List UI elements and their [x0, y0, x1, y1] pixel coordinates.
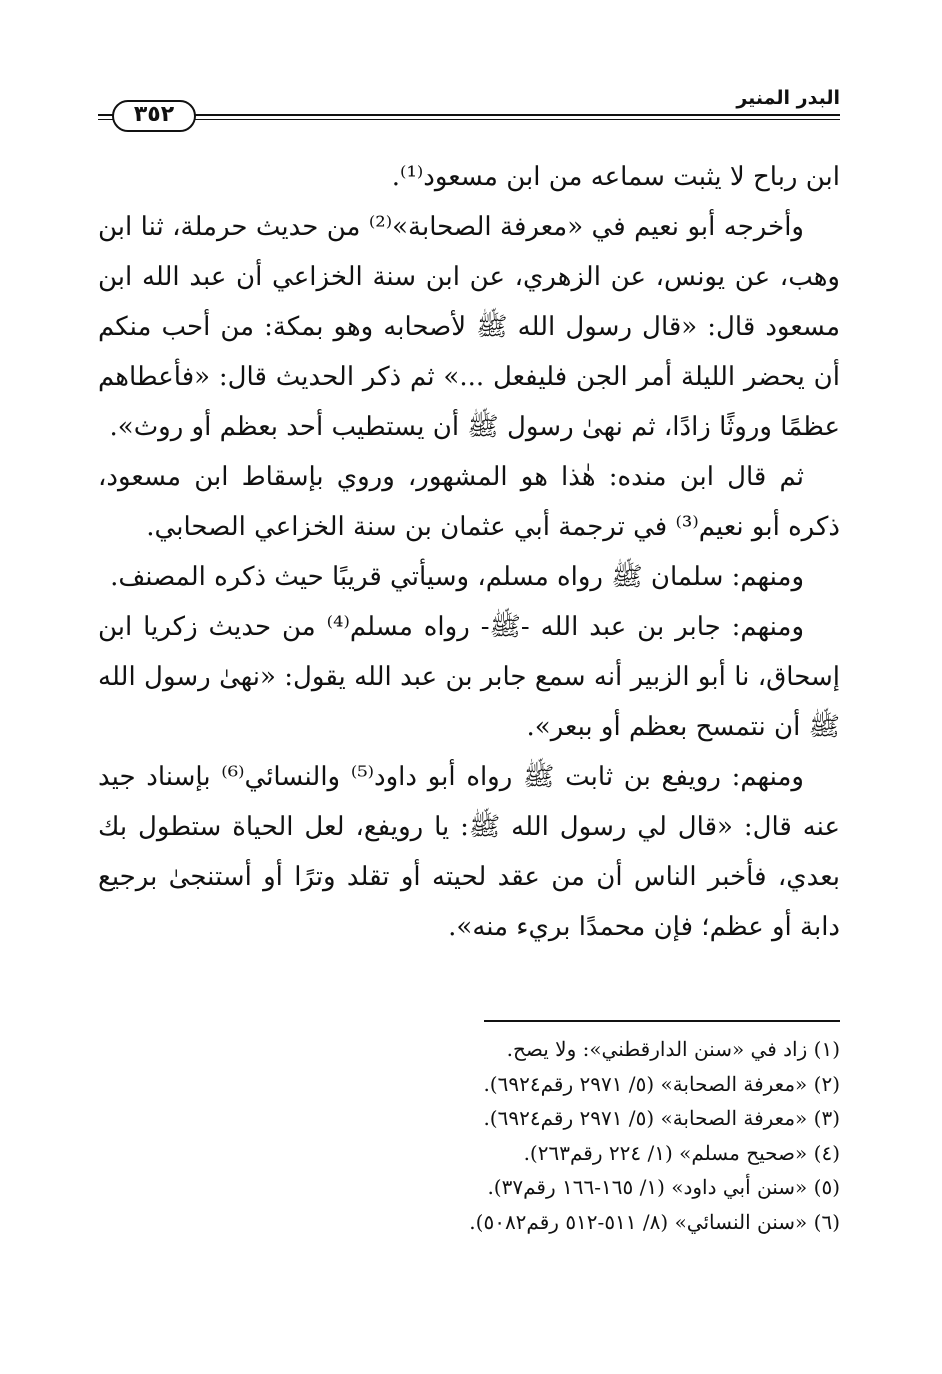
- paragraph: ثم قال ابن منده: هٰذا هو المشهور، وروي بإسقاط ابن مسعود، ذكره أبو نعيم⁽³⁾ في ترجمة أبي عثمان بن سنة الخزاعي الصحابي.: [98, 462, 840, 542]
- header-rule-bottom: [98, 119, 840, 120]
- footnote-item: (٦) «سنن النسائي» (٨/ ٥١١-٥١٢ رقم٥٠٨٢).: [469, 1209, 840, 1234]
- paragraph: ومنهم: رويفع بن ثابت ﷺ رواه أبو داود⁽⁵⁾ والنسائي⁽⁶⁾ بإسناد جيد عنه قال: «قال لي رسول الله ﷺ: يا رويفع، لعل الحياة ستطول بك بعدي، فأخبر الناس أن من عقد لحيته أو تقلد وترًا أو أستنجىٰ برجيع دابة أو عظم؛ فإن محمدًا بريء منه».: [98, 762, 840, 942]
- paragraph: وأخرجه أبو نعيم في «معرفة الصحابة»⁽²⁾ من حديث حرملة، ثنا ابن وهب، عن يونس، عن الزهري، عن ابن سنة الخزاعي أن عبد الله ابن مسعود قال: «قال رسول الله ﷺ لأصحابه وهو بمكة: من أحب منكم أن يحضر الليلة أمر الجن فليفعل ...» ثم ذكر الحديث قال: «فأعطاهم عظمًا وروثًا زادًا، ثم نهىٰ رسول ﷺ أن يستطيب أحد بعظم أو روث».: [98, 212, 840, 442]
- paragraph: ومنهم: سلمان ﷺ رواه مسلم، وسيأتي قريبًا حيث ذكره المصنف.: [110, 562, 804, 592]
- page-number: ٣٥٢: [112, 100, 196, 132]
- paragraph: ومنهم: جابر بن عبد الله -ﷺ- رواه مسلم⁽⁴⁾ من حديث زكريا ابن إسحاق، نا أبو الزبير أنه سمع جابر بن عبد الله يقول: «نهىٰ رسول الله ﷺ أن نتمسح بعظم أو ببعر».: [98, 612, 840, 742]
- footnote-item: (٥) «سنن أبي داود» (١/ ١٦٥-١٦٦ رقم٣٧).: [487, 1175, 840, 1199]
- header-rule-top: [98, 114, 840, 116]
- footnote-separator: [484, 1020, 840, 1022]
- footnote-item: (٢) «معرفة الصحابة» (٥/ ٢٩٧١ رقم٦٩٢٤).: [483, 1071, 840, 1096]
- paragraph: ابن رباح لا يثبت سماعه من ابن مسعود⁽¹⁾.: [391, 162, 840, 192]
- main-text: [98, 152, 840, 952]
- footnotes: [98, 1032, 840, 1239]
- book-title: البدر المنير: [736, 87, 840, 109]
- footnote-item: (١) زاد في «سنن الدارقطني»: ولا يصح.: [506, 1037, 840, 1061]
- page-header: [98, 86, 840, 136]
- footnote-item: (٣) «معرفة الصحابة» (٥/ ٢٩٧١ رقم٦٩٢٤).: [483, 1106, 840, 1130]
- footnote-item: (٤) «صحيح مسلم» (١/ ٢٢٤ رقم٢٦٣).: [523, 1140, 840, 1165]
